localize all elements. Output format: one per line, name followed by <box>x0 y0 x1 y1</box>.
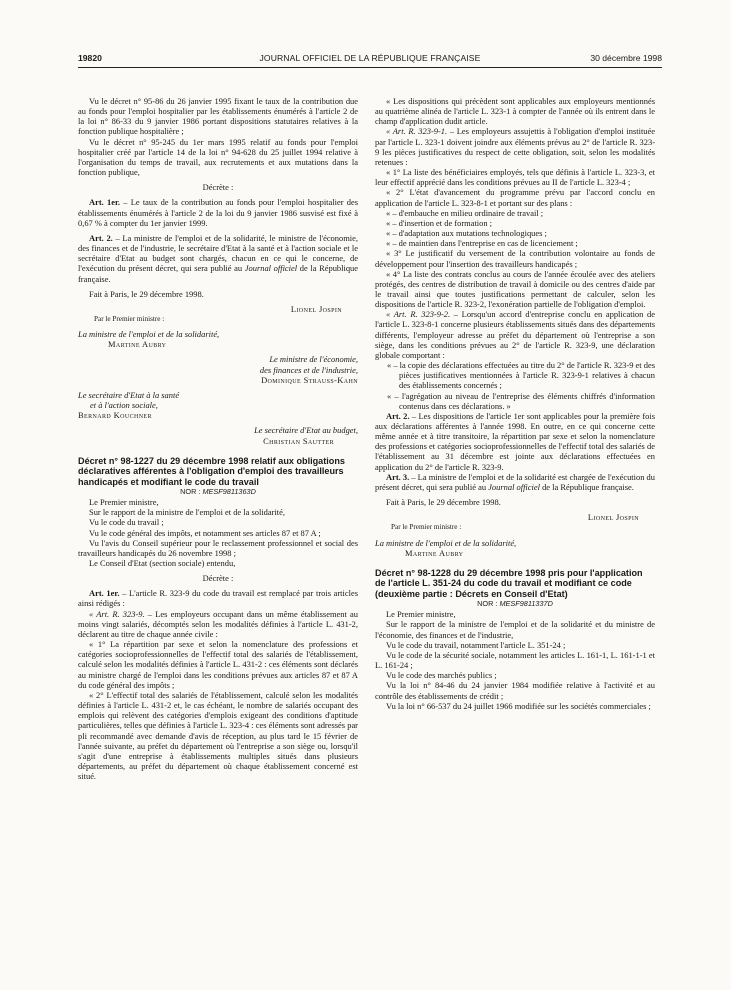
paragraph: Sur le rapport de la ministre de l'emploi et de la solidarité et du ministre de l'économie, des finances et de l'industrie, <box>375 619 655 640</box>
article-paragraph <box>78 609 358 639</box>
paragraph: Vu le code du travail ; <box>89 517 164 528</box>
signature-caption: Par le Premier ministre : <box>94 314 165 323</box>
page-header <box>78 53 662 68</box>
nor-reference <box>375 599 655 609</box>
journal-title: JOURNAL OFFICIEL DE LA RÉPUBLIQUE FRANÇAISE <box>259 53 481 63</box>
paragraph: Vu le code général des impôts, et notamment ses articles 87 et 87 A ; <box>89 527 321 538</box>
signature-dsk: Dominique Strauss-Kahn <box>261 374 358 385</box>
paragraph: Vu le décret n° 95-245 du 1er mars 1995 relatif au fonds pour l'emploi hospitalier créé par l'article 14 de la loi n° 94-628 du 25 juillet 1994 relative à l'organisation du temps de travail, aux recrutements et aux mutations dans la fonction publique, <box>78 136 358 178</box>
decrete-heading: Décrète : <box>202 182 234 193</box>
paragraph: Vu le code de la sécurité sociale, notamment les articles L. 161-1, L. 161-1-1 et L. 161-24 ; <box>375 649 655 671</box>
article-text: – La ministre de l'emploi et de la solidarité, le ministre de l'économie, des finances et de l'industrie, le secrétaire d'Etat à la santé et à l'action sociale et le secrétaire d'Etat au budget sont chargés, chacun en ce qui le concerne, de l'exécution du présent décret, qui sera publié au <box>78 232 358 274</box>
article-paragraph <box>375 126 655 167</box>
paragraph: Le Conseil d'Etat (section sociale) entendu, <box>89 558 236 568</box>
signatory-title: Le secrétaire d'Etat à la santé <box>78 389 180 400</box>
article-label: Art. 2. <box>89 232 113 243</box>
signatory-title: des finances et de l'industrie, <box>259 364 358 375</box>
paragraph: Vu la loi n° 66-537 du 24 juillet 1966 modifiée sur les sociétés commerciales ; <box>386 700 651 711</box>
paragraph: Vu le code du travail, notamment l'article L. 351-24 ; <box>386 639 566 650</box>
signatory-title: La ministre de l'emploi et de la solidarité, <box>375 537 517 548</box>
article-text: – Les employeurs occupant dans un même établissement au moins vingt salariés, décomptés selon les modalités définies à l'article L. 431-2, déclarent au titre de chaque année civile : <box>78 608 358 639</box>
paragraph: Le Premier ministre, <box>386 609 456 620</box>
article-label: « Art. R. 323-9. <box>89 608 145 619</box>
article-text: – Les dispositions de l'article 1er sont applicables pour la première fois aux déclarations afférentes à l'année 1998. En outre, en ce qui concerne cette même année et à titre transitoire, la répartition par sexe et selon la nomenclature des professions et catégories socioprofessionnelles de l'effectif total des salariés de l'établissement au 31 décembre est jointe aux déclarations effectuées en application du 2° de l'article R. 323-9. <box>375 410 655 472</box>
article-paragraph <box>78 197 358 227</box>
list-item: « 2° L'effectif total des salariés de l'établissement, calculé selon les modalités définies à l'article L. 431-2 et, le cas échéant, le nombre de salariés occupant des emplois qui relèvent des catégories d'emplois exigeant des conditions d'aptitude particulières, telles que définies à l'article L. 323-4 : ces éléments sont adressés par pli recommandé avec demande d'avis de réception, au plus tard le 15 février de l'année suivante, au préfet du département où l'entreprise a son siège ou, lorsqu'il s'agit d'une entreprise à établissements multiples situés dans plusieurs départements, au préfet du département où chaque établissement concerné est situé. <box>78 689 358 782</box>
article-text: – L'article R. 323-9 du code du travail est remplacé par trois articles ainsi rédigés : <box>78 588 358 609</box>
paragraph: Vu la loi n° 84-46 du 24 janvier 1984 modifiée relative à l'activité et au contrôle des établissements de crédit ; <box>375 680 655 701</box>
signature-pm: Lionel Jospin <box>587 512 639 523</box>
article-paragraph <box>375 309 655 360</box>
article-text: de la République française. <box>539 481 634 492</box>
signature-pm: Lionel Jospin <box>290 303 342 314</box>
journal-officiel-ref: Journal officiel <box>488 481 540 492</box>
article-text: – La ministre de l'emploi et de la solidarité est chargée de l'exécution du présent décret, qui sera publié au <box>375 471 655 492</box>
list-item: « 1° La répartition par sexe et selon la nomenclature des professions et catégories socioprofessionnelles de l'effectif total des salariés de l'établissement, calculé selon les modalités définies à l'article L. 431-2 : ces éléments sont déclarés au ministre chargé de l'emploi dans les conditions prévues aux articles 87 et 87 A du code général des impôts ; <box>78 639 358 690</box>
article-label: Art. 1er. <box>89 197 121 208</box>
article-label: Art. 3. <box>386 471 410 482</box>
signature-aubry: Martine Aubry <box>108 339 167 350</box>
list-item: « 4° La liste des contrats conclus au cours de l'année écoulée avec des ateliers protégés, des centres de distribution de travail à domicile ou des centres d'aide par le travail ainsi que toutes justifications permettant de calculer, selon les dispositions de l'article R. 323-2, l'exonération partielle de l'obligation d'emploi. <box>375 268 655 310</box>
article-paragraph <box>78 588 358 608</box>
paragraph: Le Premier ministre, <box>89 497 159 508</box>
issue-date: 30 décembre 1998 <box>590 53 662 63</box>
nor-reference <box>78 487 358 497</box>
signature-kouchner: Bernard Kouchner <box>78 410 152 421</box>
signatory-title: Le secrétaire d'Etat au budget, <box>254 425 358 436</box>
journal-officiel-ref: Journal officiel <box>244 263 298 274</box>
place-date: Fait à Paris, le 29 décembre 1998. <box>386 497 501 508</box>
article-label: Art. 2. <box>386 410 410 421</box>
list-item: « – d'adaptation aux mutations technologiques ; <box>386 228 547 239</box>
article-label: « Art. R. 323-9-1. <box>386 126 448 137</box>
article-label: Art. 1er. <box>89 588 120 599</box>
list-item: « 1° La liste des bénéficiaires employés, tels que définis à l'article L. 323-3, et leur effectif apprécié dans les conditions prévues au II de l'article L. 323-4 ; <box>375 167 655 188</box>
list-item: « 2° L'état d'avancement du programme prévu par l'accord conclu en application de l'article L. 323-8-1 et portant sur des plans : <box>375 187 655 208</box>
signatory-title: La ministre de l'emploi et de la solidarité, <box>78 329 220 340</box>
paragraph: « Les dispositions qui précèdent sont applicables aux employeurs mentionnés au quatrième alinéa de l'article L. 323-1 à compter de l'année où ils entrent dans le champ d'application dudit article. <box>375 96 655 127</box>
signatory-title: et à l'action sociale, <box>90 400 158 411</box>
right-column <box>375 96 655 711</box>
article-paragraph <box>78 233 358 284</box>
signature-caption: Par le Premier ministre : <box>391 523 462 532</box>
signatory-title: Le ministre de l'économie, <box>269 354 358 365</box>
list-item: « – d'embauche en milieu ordinaire de travail ; <box>386 207 544 218</box>
list-item: « – de maintien dans l'entreprise en cas de licenciement ; <box>386 238 578 249</box>
paragraph: Vu l'avis du Conseil supérieur pour le reclassement professionnel et social des travailleurs handicapés du 26 novembre 1998 ; <box>78 537 358 558</box>
article-text: – Le taux de la contribution au fonds pour l'emploi hospitalier des établissements énumérés à l'article 2 de la loi du 9 janvier 1986 susvisé est fixé à 0,67 % à compter du 1er janvier 1999. <box>78 197 358 228</box>
nor-code: MESF9811363D <box>202 486 256 496</box>
page-number: 19820 <box>78 53 102 63</box>
left-column <box>78 96 358 781</box>
paragraph: Vu le code des marchés publics ; <box>386 670 497 681</box>
nor-code: MESF9811337D <box>499 599 553 609</box>
article-text: de la République française. <box>78 263 358 284</box>
nor-label: NOR : <box>180 486 203 496</box>
article-text: – Les employeurs assujettis à l'obligation d'emploi instituée par l'article L. 323-1 doivent joindre aux éléments prévus au 2° de l'article R. 323-9 les pièces justificatives du respect de cette obligation, soit, selon les modalités retenues : <box>375 126 655 167</box>
paragraph: Vu le décret n° 95-86 du 26 janvier 1995 fixant le taux de la contribution due au fonds pour l'emploi hospitalier par les établissements énumérés à l'article 2 de la loi n° 86-33 du 9 janvier 1986 portant dispositions statutaires relatives à la fonction publique hospitalière ; <box>78 96 358 137</box>
paragraph: Sur le rapport de la ministre de l'emploi et de la solidarité, <box>89 507 285 518</box>
signature-aubry: Martine Aubry <box>405 547 464 558</box>
place-date: Fait à Paris, le 29 décembre 1998. <box>89 288 204 299</box>
list-item: « 3° Le justificatif du versement de la contribution volontaire au fonds de développement pour l'insertion des travailleurs handicapés ; <box>375 248 655 269</box>
list-item: « – la copie des déclarations effectuées au titre du 2° de l'article R. 323-9 et des pièces justificatives mentionnées à l'article R. 323-9-1 relatives à chacun des établissements concernés ; <box>387 360 655 391</box>
article-paragraph <box>375 411 655 472</box>
decrete-heading: Décrète : <box>202 573 234 584</box>
decree-title: Décret n° 98-1228 du 29 décembre 1998 pris pour l'application de l'article L. 351-24 du code du travail et modifiant ce code (deuxième partie : Décrets en Conseil d'Etat) <box>375 567 643 599</box>
list-item: « – l'agrégation au niveau de l'entreprise des éléments chiffrés d'information contenus dans ces déclarations. » <box>387 390 655 411</box>
article-paragraph <box>375 472 655 492</box>
article-label: « Art. R. 323-9-2. <box>386 309 451 320</box>
list-item: « – d'insertion et de formation ; <box>386 217 493 228</box>
signature-sautter: Christian Sautter <box>263 435 334 446</box>
article-text: – Lorsqu'un accord d'entreprise conclu en application de l'article L. 323-8-1 concerne plusieurs établissements situés dans des départements différents, l'employeur adresse au préfet du département où l'entreprise a son siège, dans les conditions prévues au 2° de l'article R. 323-9, une déclaration globale comportant : <box>375 309 655 360</box>
decree-title: Décret n° 98-1227 du 29 décembre 1998 relatif aux obligations déclaratives afférentes à l'obligation d'emploi des travailleurs handicapés et modifiant le code du travail <box>78 455 345 487</box>
nor-label: NOR : <box>477 599 500 609</box>
